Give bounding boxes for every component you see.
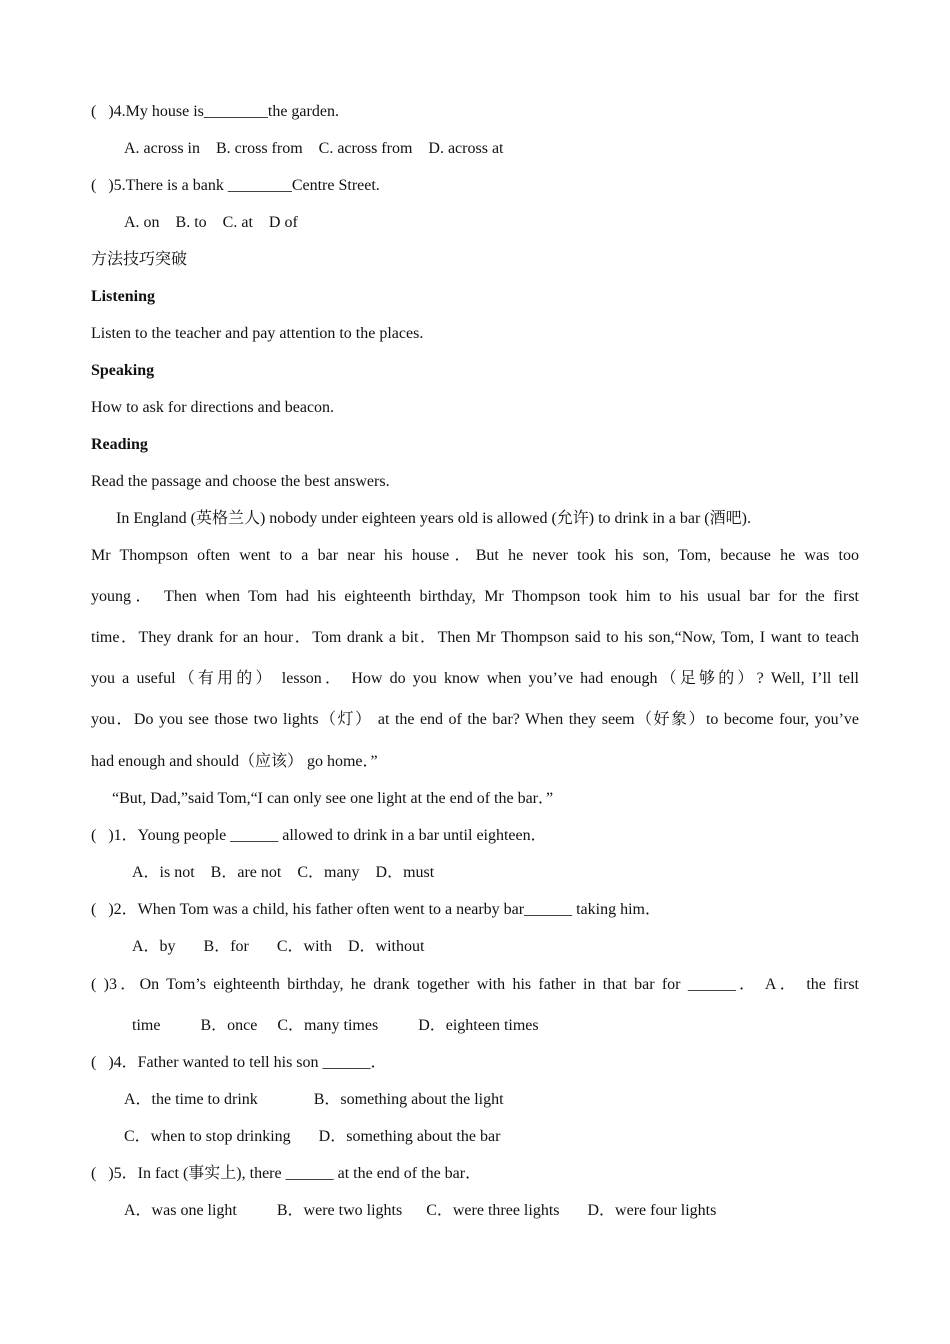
passage-line-5: you a useful（有用的） lesson． How do you know when you’ve had enough（足够的）? Well, I’ll tell <box>91 670 859 687</box>
reading-question-5-stem: ( )5．In fact (事实上), there ______ at the end of the bar． <box>91 1165 482 1182</box>
passage-line-8: “But, Dad,”said Tom,“I can only see one light at the end of the bar．” <box>112 790 554 807</box>
question-4-stem: ( )4.My house is________the garden. <box>91 103 339 120</box>
reading-question-1-stem: ( )1．Young people ______ allowed to drink in a bar until eighteen． <box>91 827 547 844</box>
reading-question-2-options: A．by B．for C．with D．without <box>132 938 425 955</box>
question-5-stem: ( )5.There is a bank ________Centre Street. <box>91 177 380 194</box>
heading-speaking: Speaking <box>91 362 155 379</box>
reading-question-4-stem: ( )4．Father wanted to tell his son ______． <box>91 1054 387 1071</box>
reading-question-3-stem: ( )3．On Tom’s eighteenth birthday, he drank together with his father in that bar for ______． A． the first <box>91 976 859 993</box>
passage-line-2: Mr Thompson often went to a bar near his house．But he never took his son, Tom, because he was too <box>91 547 859 564</box>
section-heading-methods: 方法技巧突破 <box>91 251 188 268</box>
speaking-instruction: How to ask for directions and beacon. <box>91 399 335 416</box>
passage-line-6: you．Do you see those two lights（灯） at the end of the bar? When they seem（好象）to become four, you’ve <box>91 711 859 728</box>
passage-line-4: time．They drank for an hour．Tom drank a bit．Then Mr Thompson said to his son,“Now, Tom, I want to teach <box>91 629 859 646</box>
passage-line-3: young． Then when Tom had his eighteenth birthday, Mr Thompson took him to his usual bar for the first <box>91 588 859 605</box>
heading-reading: Reading <box>91 436 148 453</box>
reading-question-1-options: A．is not B．are not C．many D．must <box>132 864 435 881</box>
reading-question-2-stem: ( )2．When Tom was a child, his father often went to a nearby bar______ taking him． <box>91 901 661 918</box>
reading-question-4-options-row-1: A．the time to drink B．something about the light <box>124 1091 504 1108</box>
passage-line-1: In England (英格兰人) nobody under eighteen years old is allowed (允许) to drink in a bar (酒吧). <box>116 510 751 527</box>
reading-question-4-options-row-2: C．when to stop drinking D．something about the bar <box>124 1128 501 1145</box>
passage-line-7: had enough and should（应该） go home．” <box>91 753 378 770</box>
reading-question-5-options: A．was one light B．were two lights C．were three lights D．were four lights <box>124 1202 717 1219</box>
heading-listening: Listening <box>91 288 156 305</box>
reading-instruction: Read the passage and choose the best answers. <box>91 473 390 490</box>
listening-instruction: Listen to the teacher and pay attention to the places. <box>91 325 424 342</box>
question-4-options: A. across in B. cross from C. across from D. across at <box>124 140 504 157</box>
reading-question-3-options: time B．once C．many times D．eighteen times <box>132 1017 539 1034</box>
question-5-options: A. on B. to C. at D of <box>124 214 298 231</box>
